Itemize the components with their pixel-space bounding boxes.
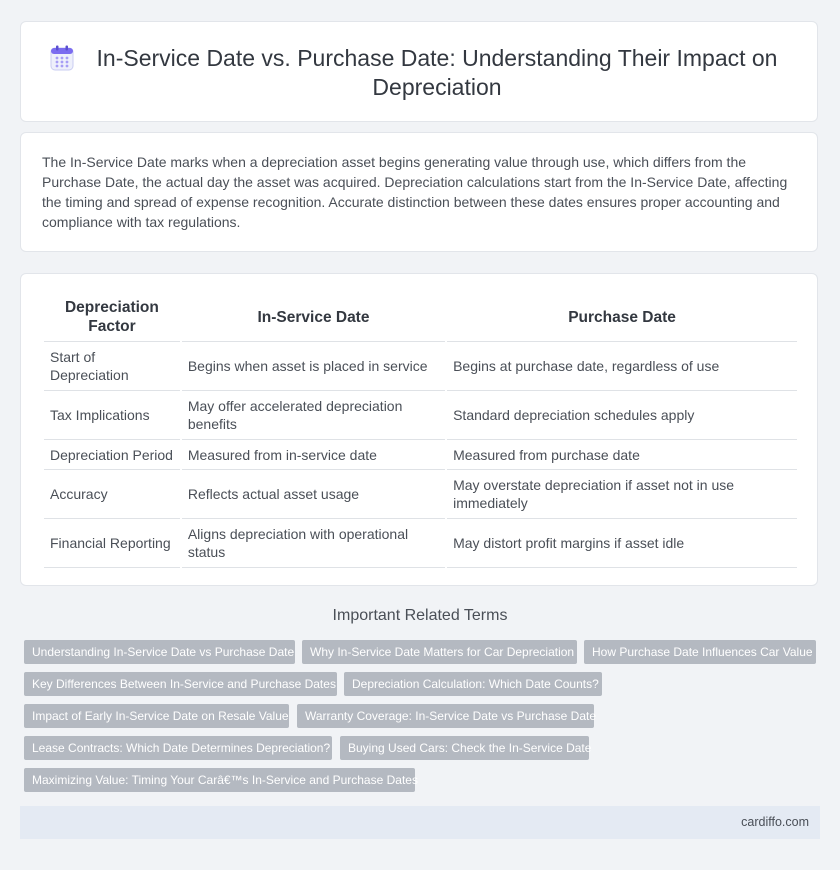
table-cell: Begins when asset is placed in service [182,342,445,391]
table-cell: Begins at purchase date, regardless of use [447,342,797,391]
table-cell: Reflects actual asset usage [182,470,445,519]
table-cell: Measured from in-service date [182,440,445,470]
table-cell: Accuracy [44,470,180,519]
related-term-tag[interactable]: How Purchase Date Influences Car Value [584,640,816,664]
footer [20,806,820,839]
column-header: In-Service Date [182,293,445,342]
related-term-tag[interactable]: Warranty Coverage: In-Service Date vs Purchase Date [297,704,594,728]
column-header: Depreciation Factor [44,293,180,342]
table-row [44,342,797,391]
related-term-tag[interactable]: Why In-Service Date Matters for Car Depreciation [302,640,577,664]
table-cell: Financial Reporting [44,519,180,568]
comparison-table-card [20,273,818,586]
table-header-row [44,293,797,342]
table-cell: Measured from purchase date [447,440,797,470]
intro-paragraph: The In-Service Date marks when a depreciation asset begins generating value through use, which differs from the Purchase Date, the actual day the asset was acquired. Depreciation calculations start from the In-Service Date, affecting the timing and spread of expense recognition. Accurate distinction between these dates ensures proper accounting and compliance with tax regulations. [42,154,788,230]
related-term-tag[interactable]: Key Differences Between In-Service and Purchase Dates [24,672,337,696]
related-term-tag[interactable]: Impact of Early In-Service Date on Resale Value [24,704,289,728]
header-card [20,21,818,122]
footer-site-link[interactable]: cardiffo.com [741,815,809,829]
table-row [44,519,797,568]
table-cell: May offer accelerated depreciation benefits [182,391,445,440]
comparison-table [42,293,799,568]
table-cell: Depreciation Period [44,440,180,470]
related-term-tag[interactable]: Maximizing Value: Timing Your Carâ€™s In-Service and Purchase Dates [24,768,415,792]
related-terms-heading: Important Related Terms [332,607,508,624]
table-row [44,470,797,519]
table-cell: Aligns depreciation with operational status [182,519,445,568]
table-row [44,440,797,470]
table-cell: May distort profit margins if asset idle [447,519,797,568]
table-cell: Start of Depreciation [44,342,180,391]
column-header: Purchase Date [447,293,797,342]
intro-card [20,132,818,252]
related-term-tag[interactable]: Depreciation Calculation: Which Date Counts? [344,672,602,696]
table-cell: Tax Implications [44,391,180,440]
table-row [44,391,797,440]
page-title: In-Service Date vs. Purchase Date: Understanding Their Impact on Depreciation [96,45,778,100]
related-term-tag[interactable]: Lease Contracts: Which Date Determines Depreciation? [24,736,332,760]
table-cell: May overstate depreciation if asset not in use immediately [447,470,797,519]
related-term-tag[interactable]: Understanding In-Service Date vs Purchase Date [24,640,295,664]
related-term-tag[interactable]: Buying Used Cars: Check the In-Service Date [340,736,589,760]
table-cell: Standard depreciation schedules apply [447,391,797,440]
